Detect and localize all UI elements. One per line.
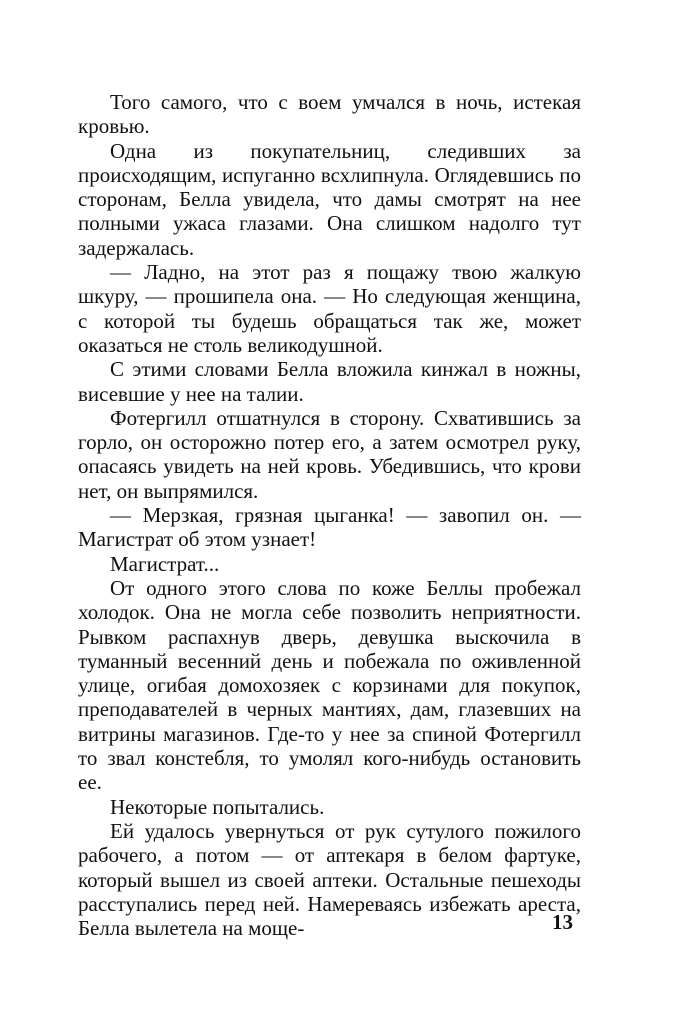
paragraph-8: От одного этого слова по коже Беллы пробежал холодок. Она не могла себе позволить неприятности. Рывком распахнув дверь, девушка выскочила в туманный весенний день и побежала по оживленной улице, огибая домохозяек с корзинами для покупок, преподавателей в черных мантиях, дам, глазевших на витрины магазинов. Где-то у нее за спиной Фотергилл то звал констебля, то умолял кого-нибудь остановить ее. — [78, 575, 581, 795]
paragraph-4: С этими словами Белла вложила кинжал в ножны, висевшие у нее на талии. — [78, 357, 581, 406]
paragraph-9: Некоторые попытались. — [110, 794, 325, 819]
paragraph-5: Фотергилл отшатнулся в сторону. Схватившись за горло, он осторожно потер его, а затем осмотрел руку, опасаясь увидеть на ней кровь. Убедившись, что крови нет, он выпрямился. — [78, 405, 581, 503]
paragraph-2: Одна из покупательниц, следивших за происходящим, испуганно всхлипнула. Оглядевшись по сторонам, Белла увидела, что дамы смотрят на нее полными ужаса глазами. Она слишком надолго тут задержалась. — [78, 138, 581, 260]
page-number: 13 — [552, 910, 573, 934]
paragraph-1: Того самого, что с воем умчался в ночь, истекая кровью. — [78, 90, 581, 139]
paragraph-6: — Мерзкая, грязная цыганка! — завопил он. — Магистрат об этом узнает! — [78, 503, 581, 552]
paragraph-3: — Ладно, на этот раз я пощажу твою жалкую шкуру, — прошипела она. — Но следующая женщина, с которой ты будешь обращаться так же, может оказаться не столь великодушной. — [78, 260, 581, 357]
page-body — [78, 90, 581, 940]
paragraph-10: Ей удалось увернуться от рук сутулого пожилого рабочего, а потом — от аптекаря в белом фартуке, который вышел из своей аптеки. Остальные пешеходы расступались перед ней. Намереваясь избежать ареста, Белла вылетела на моще- — [78, 818, 581, 941]
paragraph-7: Магистрат... — [110, 551, 220, 576]
